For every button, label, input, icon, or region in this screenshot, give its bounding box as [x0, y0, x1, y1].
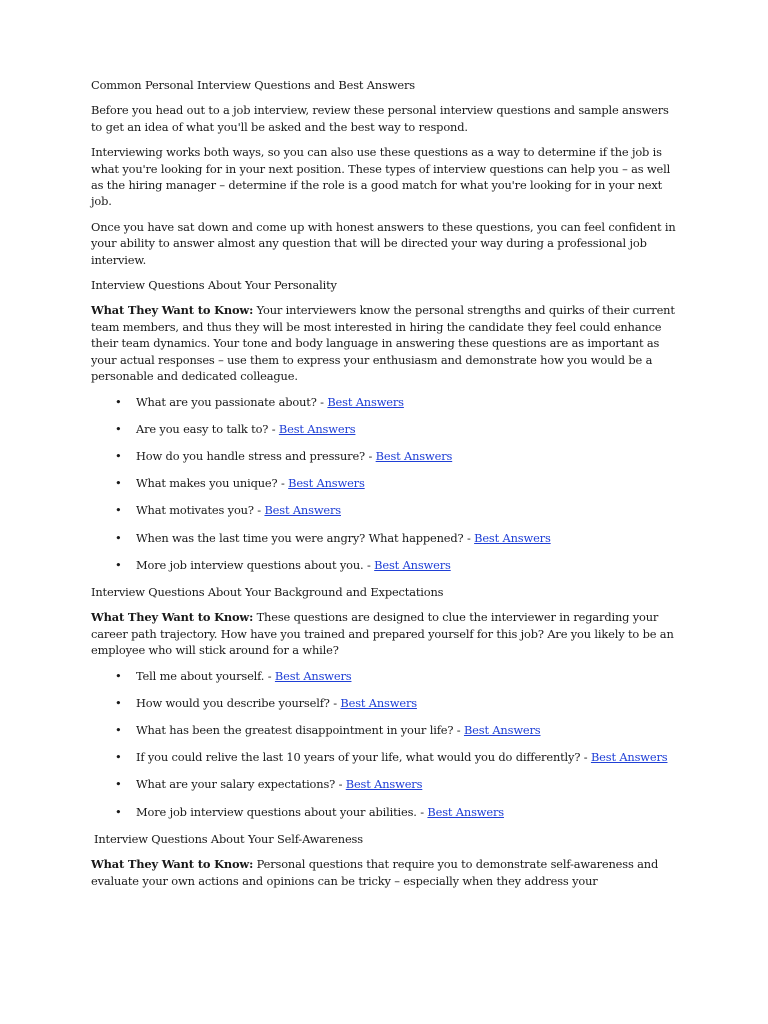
- link-separator: -: [264, 668, 275, 683]
- link-separator: -: [365, 448, 376, 463]
- link-separator: -: [463, 530, 475, 545]
- best-answers-link[interactable]: Best Answers: [375, 448, 453, 463]
- bullet-icon: •: [115, 421, 122, 436]
- best-answers-link[interactable]: Best Answers: [340, 695, 417, 710]
- best-answers-link[interactable]: Best Answers: [274, 668, 352, 683]
- best-answers-link[interactable]: Best Answers: [278, 421, 356, 436]
- question-text: Tell me about yourself.: [136, 668, 265, 683]
- want-to-know-paragraph: [91, 609, 678, 658]
- want-to-know-label: What They Want to Know:: [91, 857, 254, 872]
- best-answers-link[interactable]: Best Answers: [288, 476, 365, 491]
- bullet-icon: •: [115, 668, 122, 683]
- want-to-know-text: Personal questions that require you to demonstrate self-awareness and evaluate your own actions and opinions can be tricky – especially when they address your: [91, 857, 659, 888]
- bullet-icon: •: [115, 557, 122, 572]
- best-answers-link[interactable]: Best Answers: [327, 394, 404, 409]
- question-item: [91, 776, 678, 792]
- link-separator: -: [268, 421, 279, 436]
- bullet-icon: •: [115, 530, 122, 545]
- question-item: [91, 749, 678, 765]
- question-text: What has been the greatest disappointment in your life?: [136, 722, 454, 737]
- best-answers-link[interactable]: Best Answers: [345, 777, 423, 792]
- link-separator: -: [329, 695, 341, 710]
- best-answers-link[interactable]: Best Answers: [590, 750, 668, 765]
- question-item: [91, 557, 678, 573]
- question-text: What makes you unique?: [136, 476, 278, 491]
- bullet-icon: •: [115, 804, 122, 819]
- bullet-icon: •: [115, 750, 122, 765]
- intro-paragraph: Interviewing works both ways, so you can also use these questions as a way to determine if the job is what you're looking for in your next position. These types of interview questions can help you – as well as the hiring manager – determine if the role is a good match for what you're looking for in your next job.: [91, 145, 671, 209]
- link-separator: -: [316, 394, 328, 409]
- question-item: [91, 722, 678, 738]
- bullet-icon: •: [115, 722, 122, 737]
- question-text: When was the last time you were angry? What happened?: [136, 530, 464, 545]
- link-separator: -: [363, 557, 375, 572]
- question-item: [91, 448, 678, 464]
- best-answers-link[interactable]: Best Answers: [474, 530, 551, 545]
- want-to-know-paragraph: [91, 302, 678, 384]
- best-answers-link[interactable]: Best Answers: [427, 804, 504, 819]
- question-item: [91, 804, 678, 820]
- question-item: [91, 421, 678, 437]
- bullet-icon: •: [115, 777, 122, 792]
- section-heading-background: Interview Questions About Your Background and Expectations: [91, 584, 444, 599]
- best-answers-link[interactable]: Best Answers: [463, 722, 541, 737]
- link-separator: -: [335, 777, 346, 792]
- bullet-icon: •: [115, 695, 122, 710]
- question-list-personality: [91, 394, 678, 574]
- question-text: What are you passionate about?: [136, 394, 317, 409]
- want-to-know-text: These questions are designed to clue the interviewer in regarding your career path trajectory. How have you trained and prepared yourself for this job? Are you likely to be an employee who will stick around for a while?: [91, 610, 674, 658]
- want-to-know-paragraph: [91, 856, 678, 889]
- section-heading-personality: Interview Questions About Your Personality: [91, 278, 337, 293]
- question-item: [91, 530, 678, 546]
- bullet-icon: •: [115, 448, 122, 463]
- want-to-know-label: What They Want to Know:: [91, 610, 254, 625]
- want-to-know-label: What They Want to Know:: [91, 303, 254, 318]
- intro-paragraph: Once you have sat down and come up with honest answers to these questions, you can feel confident in your ability to answer almost any question that will be directed your way during a professional job interview.: [91, 219, 676, 267]
- bullet-icon: •: [115, 476, 122, 491]
- question-item: [91, 394, 678, 410]
- bullet-icon: •: [115, 503, 122, 518]
- best-answers-link[interactable]: Best Answers: [264, 503, 341, 518]
- question-list-background: [91, 668, 678, 820]
- question-item: [91, 668, 678, 684]
- question-text: Are you easy to talk to?: [136, 421, 269, 436]
- best-answers-link[interactable]: Best Answers: [374, 557, 451, 572]
- question-item: [91, 502, 678, 518]
- question-text: If you could relive the last 10 years of your life, what would you do differently?: [136, 750, 581, 765]
- question-text: More job interview questions about you.: [136, 557, 364, 572]
- link-separator: -: [453, 722, 464, 737]
- want-to-know-text: Your interviewers know the personal strengths and quirks of their current team members, and thus they will be most interested in hiring the candidate they feel could enhance their team dynamics. Your tone and body language in answering these questions are as important as your actual responses – use them to express your enthusiasm and demonstrate how you would be a personable and dedicated colleague.: [91, 303, 675, 384]
- intro-paragraph: Before you head out to a job interview, review these personal interview questions and sample answers to get an idea of what you'll be asked and the best way to respond.: [91, 103, 669, 134]
- question-text: How would you describe yourself?: [136, 695, 330, 710]
- link-separator: -: [416, 804, 428, 819]
- question-item: [91, 475, 678, 491]
- document-title: Common Personal Interview Questions and Best Answers: [91, 78, 415, 92]
- question-text: What motivates you?: [136, 503, 254, 518]
- question-text: What are your salary expectations?: [136, 777, 336, 792]
- link-separator: -: [277, 476, 289, 491]
- link-separator: -: [253, 503, 265, 518]
- bullet-icon: •: [115, 394, 122, 409]
- question-item: [91, 695, 678, 711]
- link-separator: -: [580, 750, 591, 765]
- question-text: How do you handle stress and pressure?: [136, 448, 365, 463]
- question-text: More job interview questions about your abilities.: [136, 804, 417, 819]
- section-heading-self-awareness: Interview Questions About Your Self-Awareness: [94, 831, 363, 846]
